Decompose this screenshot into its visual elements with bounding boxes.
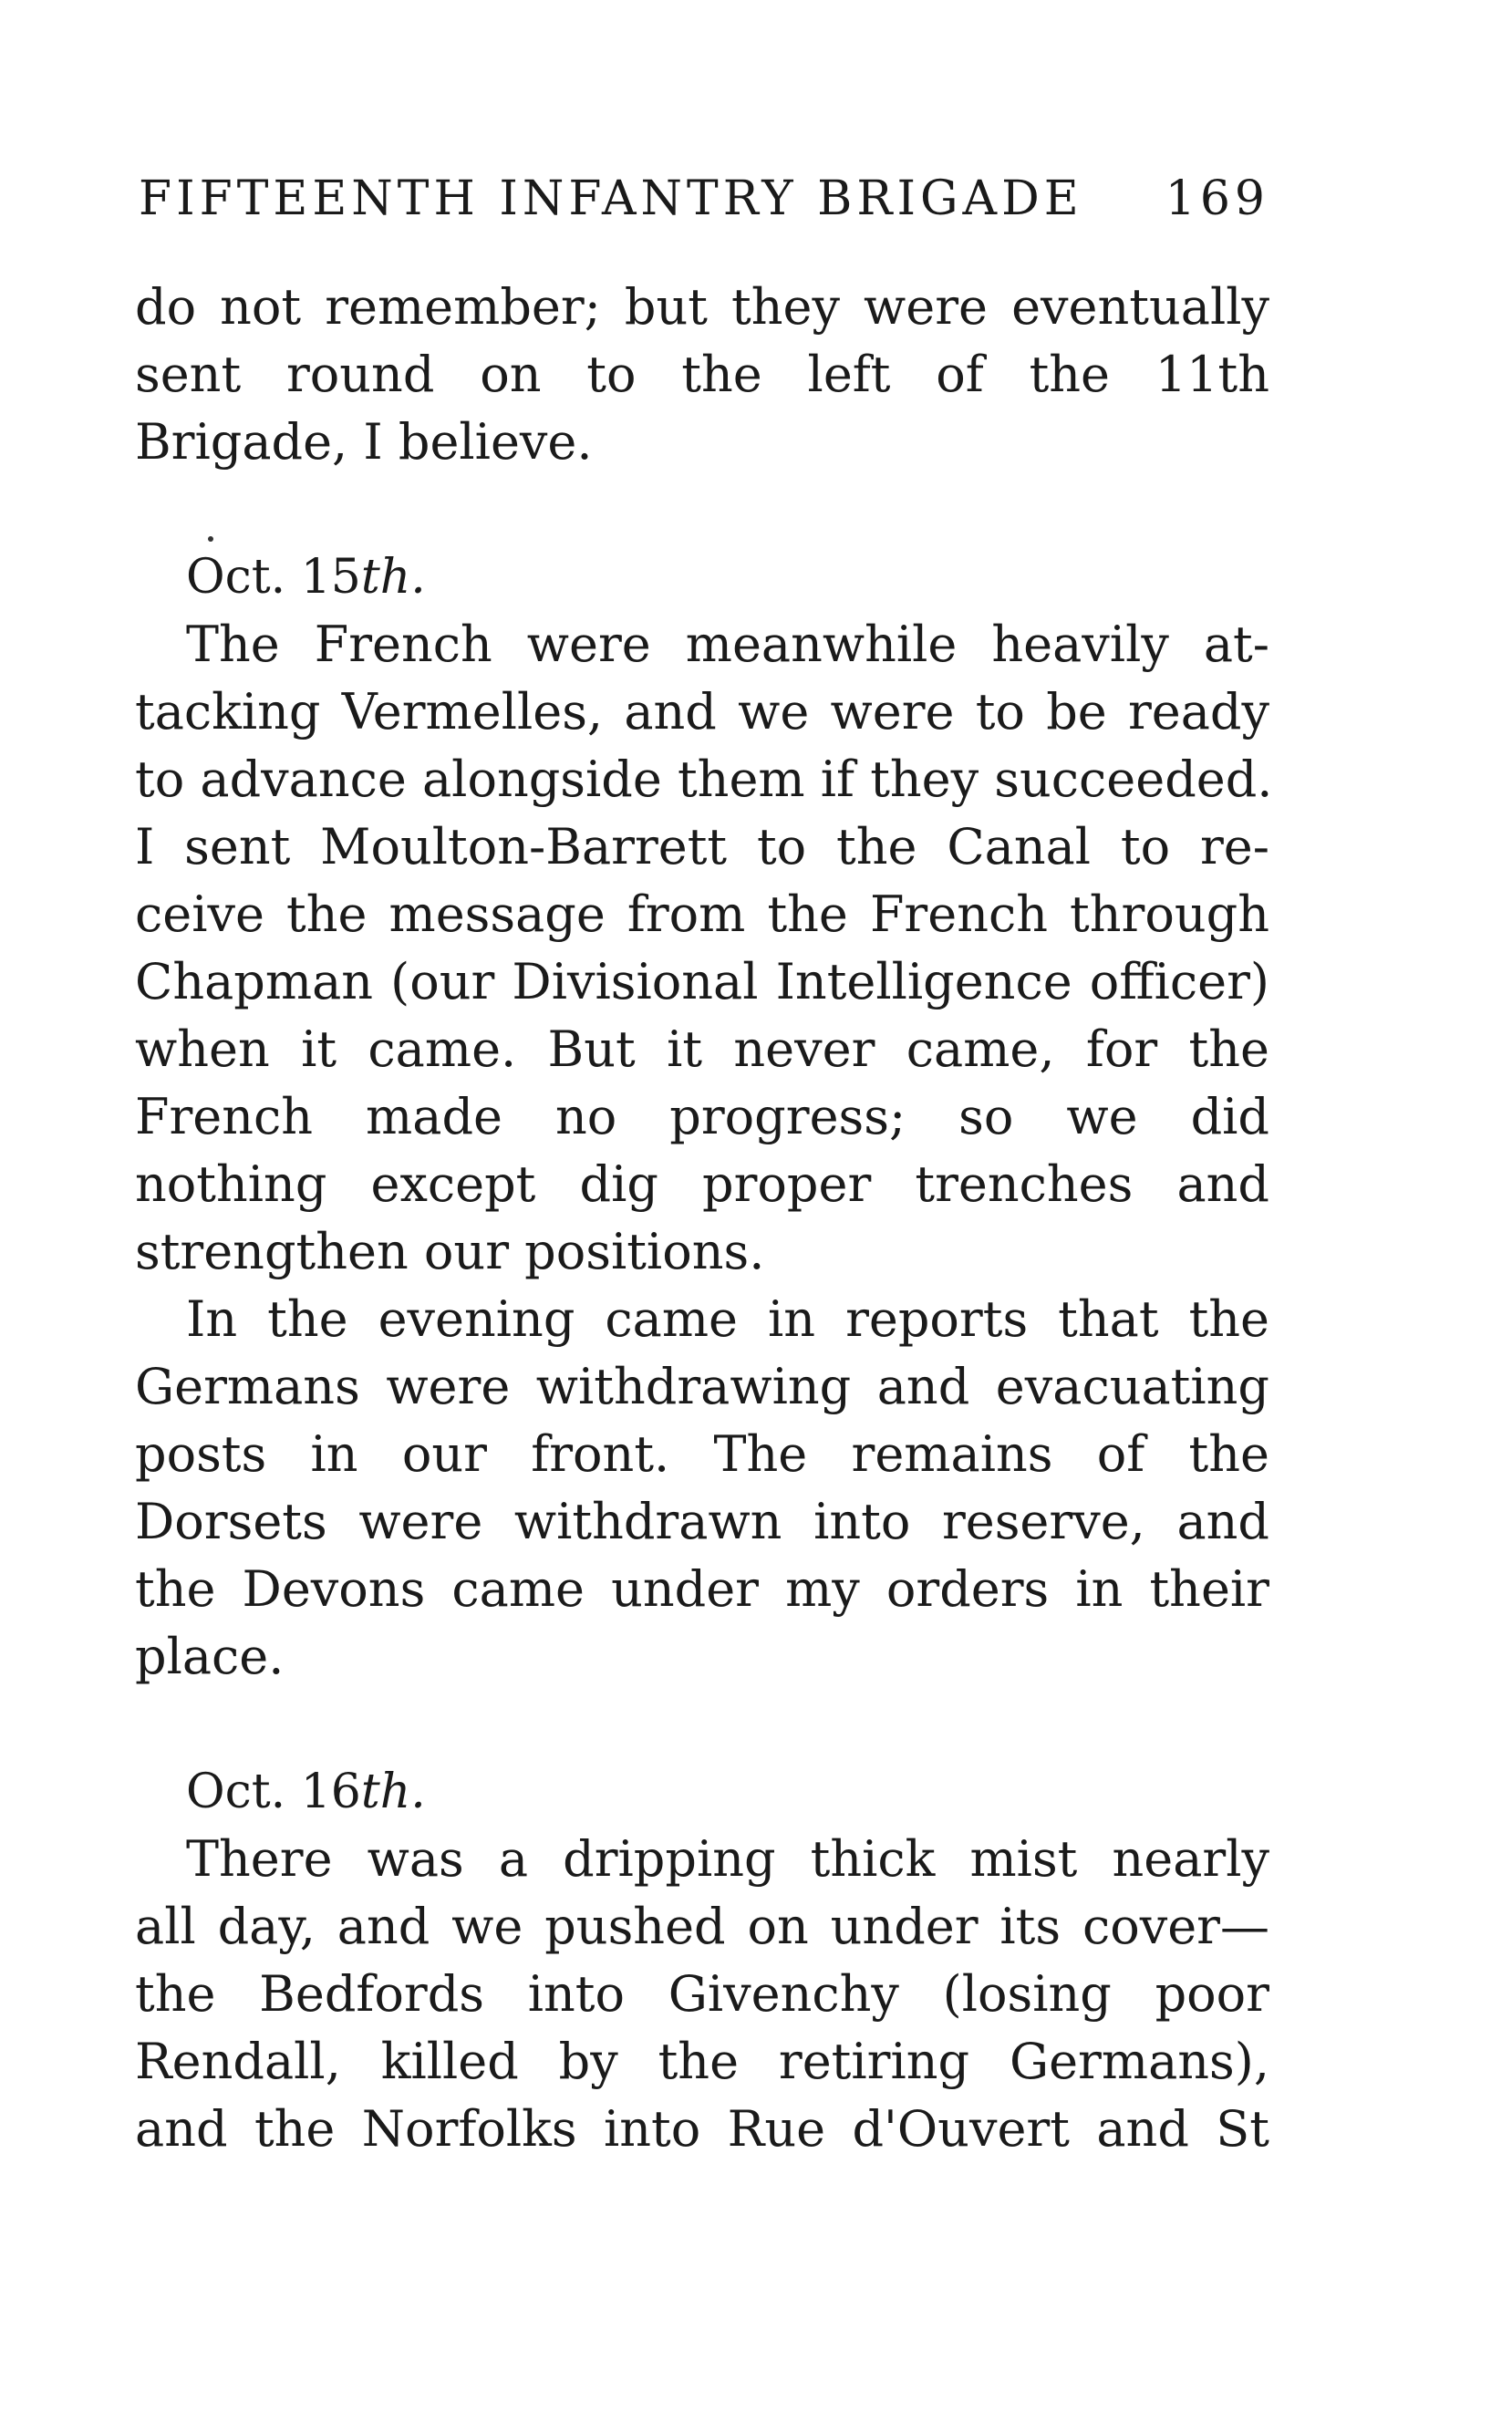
text-line: when it came. But it never came, for the [135,1020,1269,1078]
text-line: and the Norfolks into Rue d'Ouvert and St [135,2100,1269,2158]
text-line: Dorsets were withdrawn into reserve, and [135,1493,1269,1550]
running-head [139,162,1269,235]
text-line: to advance alongside them if they succeeded. [135,751,1273,808]
date-heading-oct-16 [135,1758,1269,1826]
text-line: In the evening came in reports that the [186,1290,1269,1348]
date-suffix: th. [360,1765,426,1819]
text-line: There was a dripping thick mist nearly [186,1830,1269,1888]
text-line: the Bedfords into Givenchy (losing poor [135,1965,1269,2023]
text-line: Brigade, I believe. [135,413,593,471]
text-line: posts in our front. The remains of the [135,1425,1269,1483]
text-line: sent round on to the left of the 11th [135,346,1269,403]
text-line: the Devons came under my orders in their [135,1560,1269,1618]
text-line: The French were meanwhile heavily at- [186,616,1269,673]
text-line: do not remember; but they were eventually [135,278,1269,336]
stray-mark [208,536,213,542]
section-gap [135,476,1269,544]
date-prefix: Oct. 16 [186,1765,361,1819]
text-line: nothing except dig proper trenches and [135,1155,1269,1213]
text-line: I sent Moulton-Barrett to the Canal to re- [135,818,1269,875]
text-line: Rendall, killed by the retiring Germans), [135,2033,1269,2090]
text-line: Germans were withdrawing and evacuating [135,1358,1269,1415]
date-suffix: th. [360,550,426,605]
text-line: Chapman (our Divisional Intelligence officer) [135,953,1269,1010]
body-text [135,274,1273,2163]
text-line: tacking Vermelles, and we were to be ready [135,683,1269,740]
date-prefix: Oct. 15 [186,550,361,605]
page-number: 169 [1165,171,1269,226]
running-title: FIFTEENTH INFANTRY BRIGADE [139,171,1083,226]
section-gap [135,1691,1269,1758]
text-line: place. [135,1628,285,1685]
text-line: all day, and we pushed on under its cover— [135,1898,1269,1955]
text-line: French made no progress; so we did [135,1088,1269,1145]
text-line: strengthen our positions. [135,1223,765,1280]
date-heading-oct-15 [135,544,1269,611]
text-line: ceive the message from the French through [135,885,1269,943]
